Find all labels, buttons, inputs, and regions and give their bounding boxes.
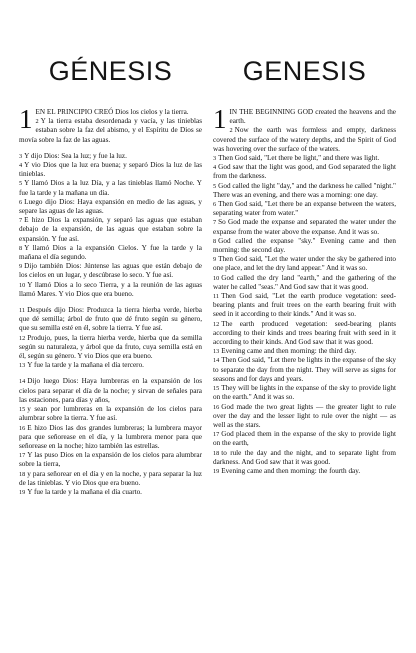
- verse-number: 5: [19, 180, 23, 188]
- es-verse-4: [19, 161, 202, 179]
- verse-number: 11: [213, 293, 220, 301]
- verse-number: 7: [213, 219, 217, 227]
- en-verse-2: [213, 126, 396, 154]
- english-verses: [213, 104, 396, 476]
- verse-number: 12: [213, 320, 220, 328]
- verse-text: IN THE BEGINNING GOD created the heavens and the earth.: [229, 108, 396, 126]
- verse-number: 12: [19, 334, 26, 342]
- verse-text: Then God said, "Let the water under the sky be gathered into one place, and let the dry land appear." And it was so.: [213, 255, 396, 273]
- verse-number: 15: [19, 406, 26, 414]
- verse-number: 6: [19, 198, 23, 206]
- verse-number: 7: [19, 217, 23, 225]
- paragraph-gap: [19, 145, 202, 152]
- en-verse-6: [213, 200, 396, 218]
- en-verse-17: [213, 430, 396, 448]
- en-verse-1: [213, 104, 396, 134]
- verse-number: 9: [213, 256, 217, 264]
- verse-number: 16: [19, 424, 26, 432]
- es-verse-14: [19, 377, 202, 405]
- spanish-verses: [19, 104, 202, 497]
- es-verse-8: [19, 244, 202, 262]
- paragraph-gap: [19, 370, 202, 377]
- verse-text: Then God said, "Let there be lights in the expanse of the sky to separate the day from the night. They will serve as signs for seasons and for days and years.: [213, 356, 396, 383]
- en-verse-9: [213, 255, 396, 273]
- verse-number: 4: [213, 164, 217, 172]
- verse-text: Produjo, pues, la tierra hierba verde, hierba que da semilla según su naturaleza, y árbol que da fruto, cuya semilla está en él, según su género. Y vio Dios que era bueno.: [19, 333, 202, 361]
- en-verse-14: [213, 356, 396, 384]
- verse-number: 10: [19, 281, 26, 289]
- verse-text: The earth produced vegetation: seed-bearing plants according to their kinds and trees bearing fruit with seed in it according to their kinds. And God saw that it was good.: [213, 319, 396, 347]
- verse-number: 2: [35, 118, 39, 126]
- verse-text: God made the two great lights — the greater light to rule over the day and the lesser light to rule over the night — as well as the stars.: [213, 402, 396, 429]
- verse-text: Then God said, "Let there be an expanse between the waters, separating water from water.": [213, 200, 396, 218]
- verse-text: Evening came and then morning: the third day.: [221, 347, 357, 356]
- es-verse-10: [19, 281, 202, 299]
- es-verse-12: [19, 334, 202, 362]
- verse-number: 14: [213, 357, 220, 365]
- verse-number: 5: [213, 182, 217, 190]
- es-verse-7: [19, 216, 202, 244]
- verse-number: 11: [19, 307, 26, 315]
- verse-text: Dijo luego Dios: Haya lumbreras en la expansión de los cielos para separar el día de la noche; y sirvan de señales para las estaciones, para días y años,: [19, 377, 202, 404]
- verse-text: Y fue la tarde y la mañana el día cuarto.: [27, 487, 142, 496]
- verse-text: E hizo Dios la expansión, y separó las aguas que estaban debajo de la expansión, de las aguas que estaban sobre la expansión. Y fue así.: [19, 216, 202, 243]
- verse-text: Now the earth was formless and empty, darkness covered the surface of the watery depths, and the Spirit of God was hovering over the surface of the waters.: [213, 126, 396, 153]
- es-verse-18: [19, 470, 202, 488]
- verse-text: Y llamó Dios a lo seco Tierra, y a la reunión de las aguas llamó Mares. Y vio Dios que era bueno.: [19, 280, 202, 298]
- verse-text: y sean por lumbreras en la expansión de los cielos para alumbrar sobre la tierra. Y fue así.: [19, 405, 202, 423]
- verse-number: 2: [229, 127, 233, 135]
- es-verse-11: [19, 306, 202, 334]
- verse-text: God called the expanse "sky." Evening came and then morning: the second day.: [213, 236, 396, 255]
- es-verse-16: [19, 424, 202, 452]
- chapter-number: 1: [19, 104, 33, 134]
- verse-text: God called the light "day," and the darkness he called "night." There was an evening, and there was a morning: one day.: [213, 181, 396, 199]
- verse-text: Y dijo Dios: Sea la luz; y fue la luz.: [24, 151, 127, 160]
- verse-text: Y la tierra estaba desordenada y vacía, y las tinieblas estaban sobre la faz del abismo, y el Espíritu de Dios se movía sobre la faz de las aguas.: [19, 117, 202, 144]
- en-verse-13: [213, 347, 396, 356]
- es-verse-2: [19, 117, 202, 145]
- verse-text: EN EL PRINCIPIO CREÓ Dios los cielos y la tierra.: [35, 108, 189, 116]
- verse-text: Y vio Dios que la luz era buena; y separó Dios la luz de las tinieblas.: [19, 161, 202, 179]
- verse-text: Evening came and then morning: the fourth day.: [221, 466, 361, 475]
- en-verse-12: [213, 320, 396, 348]
- en-verse-11: [213, 292, 396, 320]
- paragraph-gap: [19, 299, 202, 306]
- verse-text: Después dijo Dios: Produzca la tierra hierba verde, hierba que dé semilla; árbol de fruto que dé fruto según su género, que su semilla esté en él, sobre la tierra. Y fue así.: [19, 306, 202, 333]
- verse-text: y para señorear en el día y en la noche, y para separar la luz de las tinieblas. Y vio Dios que era bueno.: [19, 469, 202, 487]
- en-verse-10: [213, 274, 396, 292]
- en-verse-15: [213, 384, 396, 402]
- es-verse-5: [19, 179, 202, 197]
- verse-text: Dijo también Dios: Júntense las aguas que están debajo de los cielos en un lugar, y descúbrase lo seco. Y fue así.: [19, 262, 202, 280]
- en-verse-16: [213, 403, 396, 431]
- verse-number: 13: [213, 348, 220, 356]
- verse-text: E hizo Dios las dos grandes lumbreras; la lumbrera mayor para que señorease en el día, y la lumbrera menor para que señorease en la noche; hizo también las estrellas.: [19, 423, 202, 450]
- en-verse-7: [213, 218, 396, 236]
- verse-text: Luego dijo Dios: Haya expansión en medio de las aguas, y separe las aguas de las aguas.: [19, 197, 202, 216]
- verse-text: Then God said, "Let there be light," and there was light.: [218, 154, 380, 163]
- chapter-number: 1: [213, 104, 227, 134]
- verse-number: 8: [213, 237, 217, 245]
- es-verse-3: [19, 152, 202, 161]
- en-verse-3: [213, 154, 396, 163]
- es-verse-13: [19, 361, 202, 370]
- verse-number: 3: [213, 155, 217, 163]
- verse-text: They will be lights in the expanse of the sky to provide light on the earth." And it was so.: [213, 384, 396, 402]
- verse-number: 19: [213, 467, 220, 475]
- es-verse-19: [19, 488, 202, 497]
- verse-text: to rule the day and the night, and to separate light from darkness. And God saw that it was good.: [213, 448, 396, 466]
- es-verse-6: [19, 198, 202, 216]
- spanish-title: GÉNESIS: [48, 56, 173, 86]
- es-verse-15: [19, 405, 202, 423]
- verse-number: 10: [213, 274, 220, 282]
- verse-text: Y llamó Dios a la expansión Cielos. Y fue la tarde y la mañana el día segundo.: [19, 243, 202, 262]
- es-verse-9: [19, 262, 202, 280]
- en-verse-5: [213, 182, 396, 200]
- verse-number: 13: [19, 362, 26, 370]
- verse-text: So God made the expanse and separated the water under the expanse from the water above the expanse. And it was so.: [213, 218, 396, 236]
- en-verse-8: [213, 237, 396, 255]
- verse-number: 14: [19, 378, 26, 386]
- english-title: GENESIS: [242, 56, 367, 86]
- verse-number: 8: [19, 244, 23, 252]
- verse-text: Y las puso Dios en la expansión de los cielos para alumbrar sobre la tierra,: [19, 451, 202, 469]
- verse-number: 15: [213, 385, 220, 393]
- verse-text: Then God said, "Let the earth produce vegetation: seed-bearing plants and fruit trees on the earth bearing fruit with seed in it according to their kinds." And it was so.: [213, 292, 396, 319]
- verse-number: 19: [19, 488, 26, 496]
- verse-text: God saw that the light was good, and God separated the light from the darkness.: [213, 163, 396, 181]
- verse-number: 9: [19, 263, 23, 271]
- verse-number: 3: [19, 152, 23, 160]
- verse-number: 4: [19, 162, 23, 170]
- en-verse-18: [213, 449, 396, 467]
- verse-number: 18: [213, 449, 220, 457]
- verse-number: 16: [213, 403, 220, 411]
- verse-number: 17: [19, 452, 26, 460]
- verse-text: God called the dry land "earth," and the gathering of the water he called "seas." And God saw that it was good.: [213, 273, 396, 291]
- en-verse-4: [213, 163, 396, 181]
- verse-number: 6: [213, 201, 217, 209]
- verse-number: 18: [19, 470, 26, 478]
- en-verse-19: [213, 467, 396, 476]
- verse-text: Y llamó Dios a la luz Día, y a las tinieblas llamó Noche. Y fue la tarde y la mañana un día.: [19, 179, 202, 197]
- es-verse-17: [19, 451, 202, 469]
- verse-text: Y fue la tarde y la mañana el día tercero.: [27, 361, 144, 370]
- verse-number: 17: [213, 431, 220, 439]
- verse-text: God placed them in the expanse of the sky to provide light on the earth,: [213, 430, 396, 448]
